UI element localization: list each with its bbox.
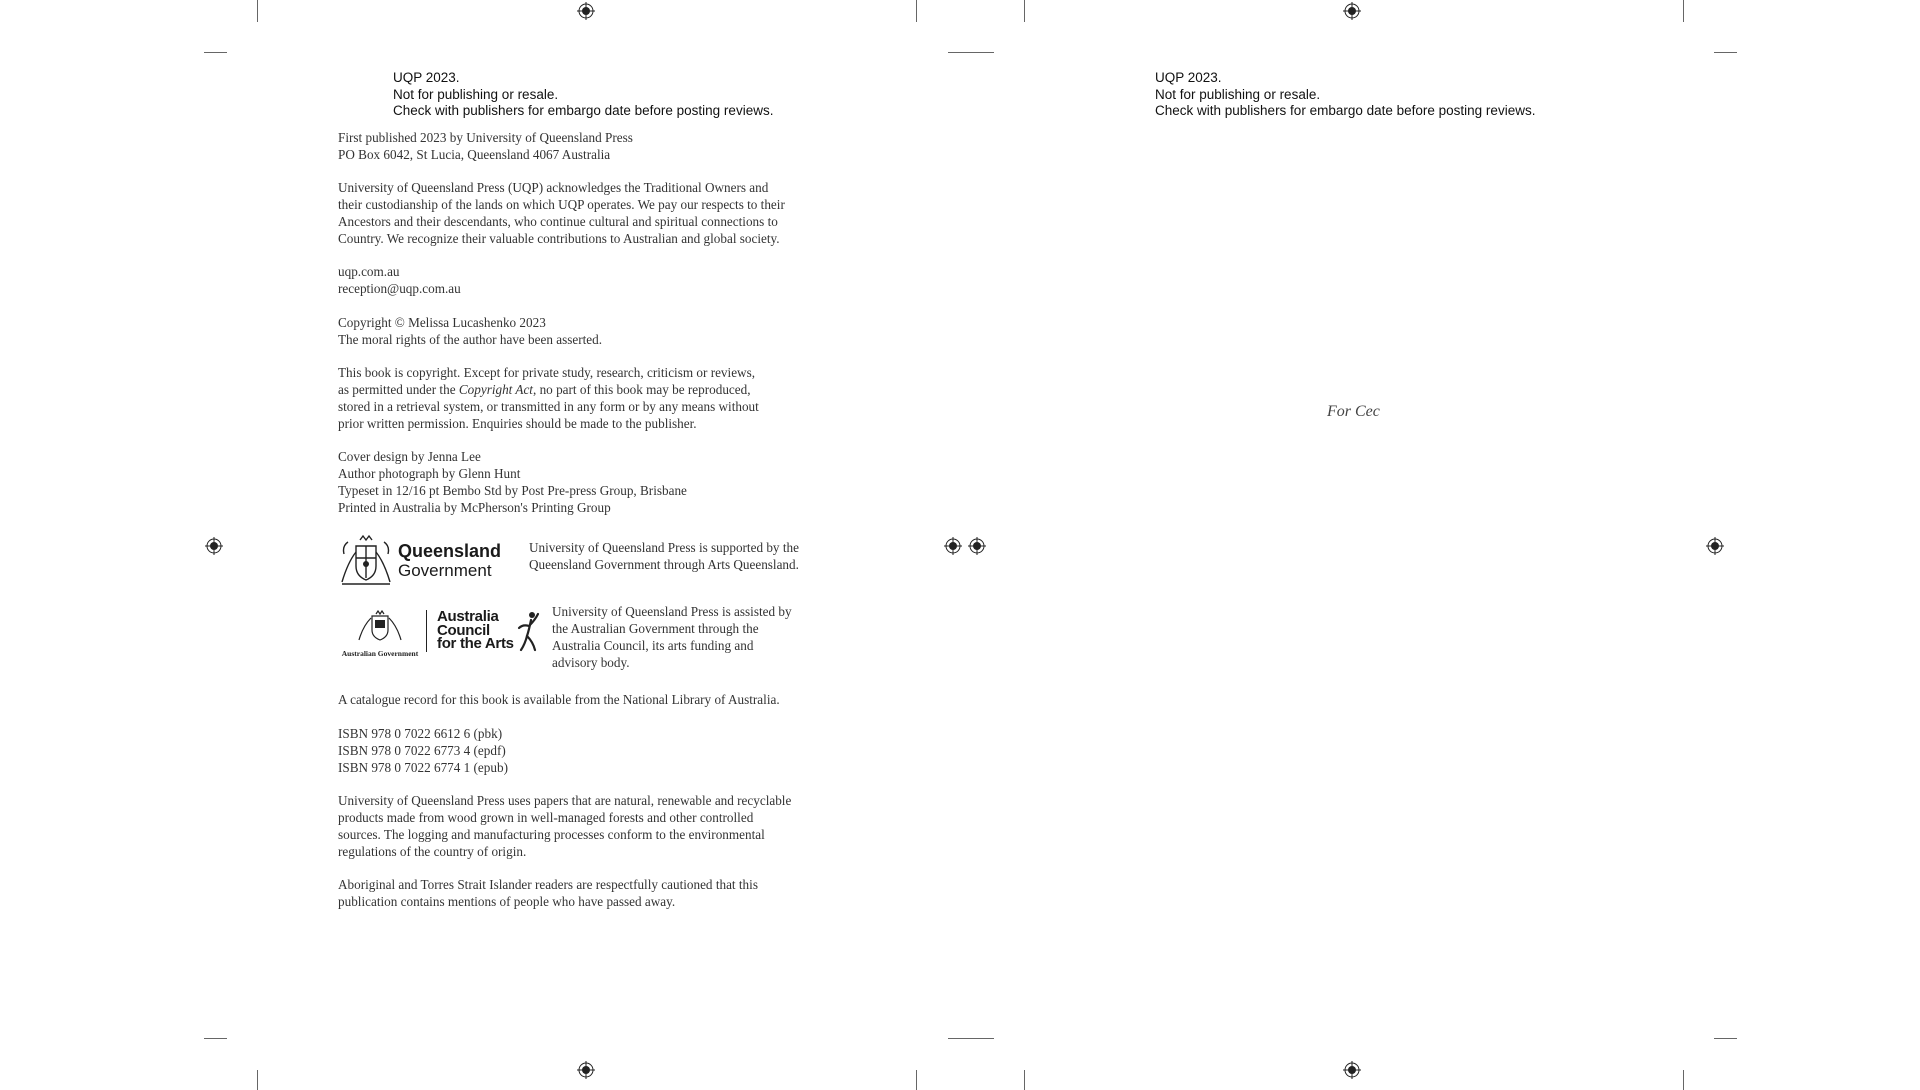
copyright-act-title: Copyright Act <box>458 381 533 397</box>
text-line: Aboriginal and Torres Strait Islander readers are respectfully cautioned that this <box>338 877 758 893</box>
logo-word-queensland: Queensland <box>398 541 502 562</box>
crop-mark <box>1683 1070 1684 1090</box>
text-line: Printed in Australia by McPherson's Printing Group <box>338 499 611 515</box>
isbn-list <box>338 726 898 776</box>
crop-mark <box>204 1038 227 1039</box>
crop-mark <box>257 1070 258 1090</box>
queensland-support <box>338 534 898 590</box>
embargo-line: Check with publishers for embargo date before posting reviews. <box>1155 103 1536 118</box>
crop-mark <box>1714 1038 1737 1039</box>
text-line: prior written permission. Enquiries should be made to the publisher. <box>338 415 697 431</box>
australian-coat-of-arms-icon <box>355 610 405 644</box>
text-line: PO Box 6042, St Lucia, Queensland 4067 Australia <box>338 146 611 162</box>
crop-mark <box>948 1038 994 1039</box>
text-line: Australia Council, its arts funding and <box>552 637 754 653</box>
registration-mark-icon <box>577 2 595 20</box>
crop-mark <box>204 52 227 53</box>
production-credits <box>338 449 898 516</box>
text-line: the Australian Government through the <box>552 621 759 637</box>
isbn-line: ISBN 978 0 7022 6774 1 (epub) <box>338 759 508 775</box>
registration-mark-icon <box>1706 537 1724 555</box>
text-line: Ancestors and their descendants, who continue cultural and spiritual connections to <box>338 213 778 229</box>
crop-mark <box>916 1070 917 1090</box>
text-line: publication contains mentions of people who have passed away. <box>338 893 676 909</box>
embargo-notice-right <box>1155 70 1535 120</box>
crop-mark <box>1024 0 1025 22</box>
text-fragment: , no part of this book may be reproduced, <box>532 381 751 397</box>
email-text: reception@uqp.com.au <box>338 281 461 297</box>
logo-word: for the Arts <box>437 635 514 653</box>
crop-mark <box>1024 1070 1025 1090</box>
registration-mark-icon <box>1343 2 1361 20</box>
text-line: First published 2023 by University of Queensland Press <box>338 130 633 145</box>
text-line: Typeset in 12/16 pt Bembo Std by Post Pre-press Group, Brisbane <box>338 482 687 498</box>
queensland-coat-of-arms-icon <box>338 534 394 588</box>
text-line: A catalogue record for this book is available from the National Library of Australia. <box>338 692 780 708</box>
logo-word: Australia <box>437 608 499 626</box>
isbn-line: ISBN 978 0 7022 6773 4 (epdf) <box>338 742 506 758</box>
registration-mark-icon <box>577 1061 595 1079</box>
crop-mark <box>1683 0 1684 22</box>
rights-statement <box>338 365 898 432</box>
registration-mark-icon <box>205 537 223 555</box>
catalogue-record <box>338 692 898 709</box>
imprint-block <box>338 130 898 927</box>
text-line: sources. The logging and manufacturing processes conform to the environmental <box>338 826 765 842</box>
text-line <box>338 382 898 399</box>
text-line: Queensland Government through Arts Queensland. <box>529 557 799 573</box>
text-line: regulations of the country of origin. <box>338 843 527 859</box>
embargo-line: UQP 2023. <box>393 70 460 85</box>
text-line: products made from wood grown in well-managed forests and other controlled <box>338 809 754 825</box>
cultural-caution <box>338 877 898 911</box>
crop-mark <box>948 52 994 53</box>
publisher-contact <box>338 264 898 298</box>
crop-mark <box>916 0 917 22</box>
text-line: This book is copyright. Except for private study, research, criticism or reviews, <box>338 365 755 381</box>
traditional-owners-acknowledgement <box>338 180 898 247</box>
text-line: University of Queensland Press (UQP) acknowledges the Traditional Owners and <box>338 180 769 196</box>
text-line: The moral rights of the author have been asserted. <box>338 331 603 347</box>
registration-mark-icon <box>968 537 986 555</box>
logo-word: Council <box>437 621 490 639</box>
logo-word-government: Government <box>398 561 492 581</box>
dancer-figure-icon <box>516 610 540 654</box>
australia-council-logo <box>338 610 552 658</box>
dedication: For Cec <box>1327 403 1380 420</box>
text-line: University of Queensland Press is supported by the <box>529 540 799 556</box>
text-line: advisory body. <box>552 654 630 670</box>
embargo-notice-left <box>393 70 773 120</box>
australia-council-wordmark <box>437 610 514 651</box>
text-line: stored in a retrieval system, or transmitted in any form or by any means without <box>338 398 759 414</box>
australian-government-logo <box>338 610 422 658</box>
paper-statement <box>338 793 898 860</box>
crop-mark <box>1714 52 1737 53</box>
text-line: University of Queensland Press uses papers that are natural, renewable and recyclable <box>338 793 792 809</box>
australia-council-support-text <box>552 604 792 671</box>
embargo-line: UQP 2023. <box>1155 70 1222 85</box>
text-fragment: as permitted under the <box>338 381 459 397</box>
registration-mark-icon <box>1343 1061 1361 1079</box>
text-line: Country. We recognize their valuable contributions to Australian and global society. <box>338 230 780 246</box>
queensland-government-logo <box>338 534 514 588</box>
text-line: Author photograph by Glenn Hunt <box>338 465 521 481</box>
australian-government-label: Australian Government <box>341 649 419 659</box>
australia-council-support <box>338 604 898 678</box>
text-line: their custodianship of the lands on which UQP operates. We pay our respects to their <box>338 197 785 213</box>
registration-mark-icon <box>944 537 962 555</box>
text-line: Cover design by Jenna Lee <box>338 449 481 465</box>
website-text: uqp.com.au <box>338 264 400 280</box>
embargo-line: Not for publishing or resale. <box>1155 86 1321 102</box>
embargo-line: Check with publishers for embargo date before posting reviews. <box>393 103 774 118</box>
embargo-line: Not for publishing or resale. <box>393 86 559 102</box>
queensland-support-text <box>529 540 799 574</box>
text-line: University of Queensland Press is assisted by <box>552 604 792 620</box>
copyright-notice <box>338 315 898 349</box>
crop-mark <box>257 0 258 22</box>
logo-divider <box>426 610 427 652</box>
text-line: Copyright © Melissa Lucashenko 2023 <box>338 314 546 330</box>
publisher-address <box>338 130 898 164</box>
isbn-line: ISBN 978 0 7022 6612 6 (pbk) <box>338 725 503 741</box>
